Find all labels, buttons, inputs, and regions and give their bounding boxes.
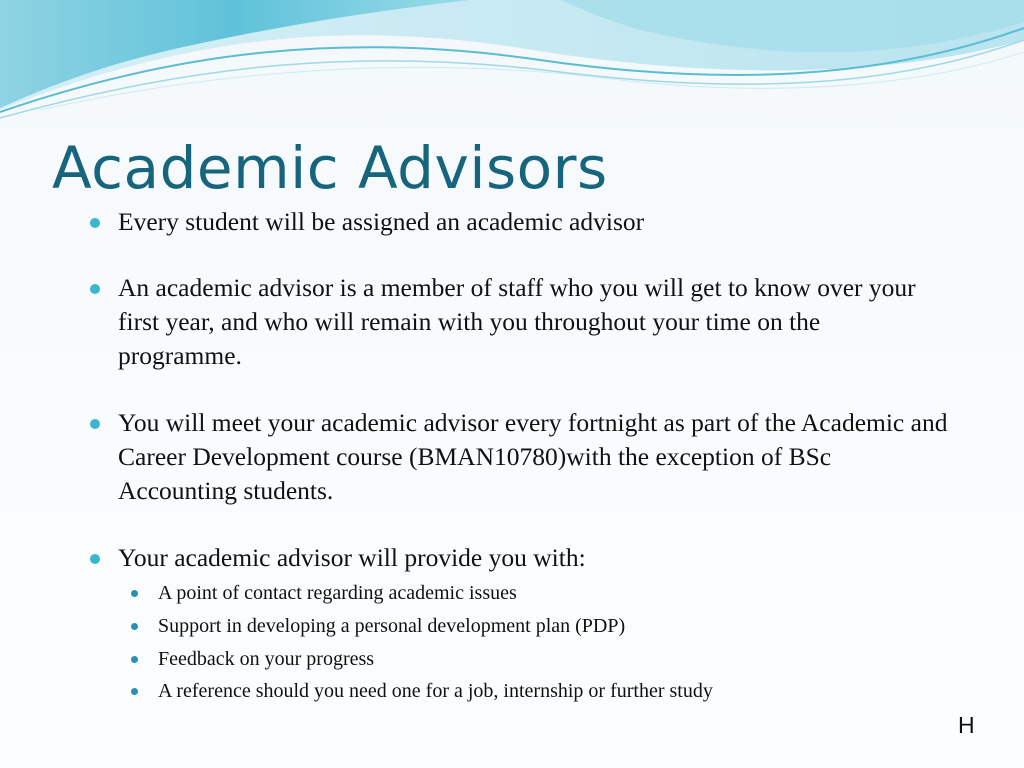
sub-bullet-item: A reference should you need one for a job, internship or further study (158, 677, 958, 705)
bullet-item: Your academic advisor will provide you with: (118, 541, 948, 575)
bullet-item: You will meet your academic advisor every fortnight as part of the Academic and Career Development course (BMAN10780)with the exception of BSc Accounting students. (118, 406, 948, 508)
bullet-item: An academic advisor is a member of staff who you will get to know over your first year, and who will remain with you throughout your time on the programme. (118, 271, 948, 373)
sub-bullet-item: Feedback on your progress (158, 645, 958, 673)
header-wave-decoration (0, 0, 1024, 130)
bullet-item: Every student will be assigned an academic advisor (118, 205, 948, 239)
sub-bullet-item: Support in developing a personal development plan (PDP) (158, 612, 958, 640)
sub-bullet-item: A point of contact regarding academic issues (158, 579, 958, 607)
slide-title: Academic Advisors (52, 134, 608, 202)
corner-letter: H (958, 712, 975, 738)
